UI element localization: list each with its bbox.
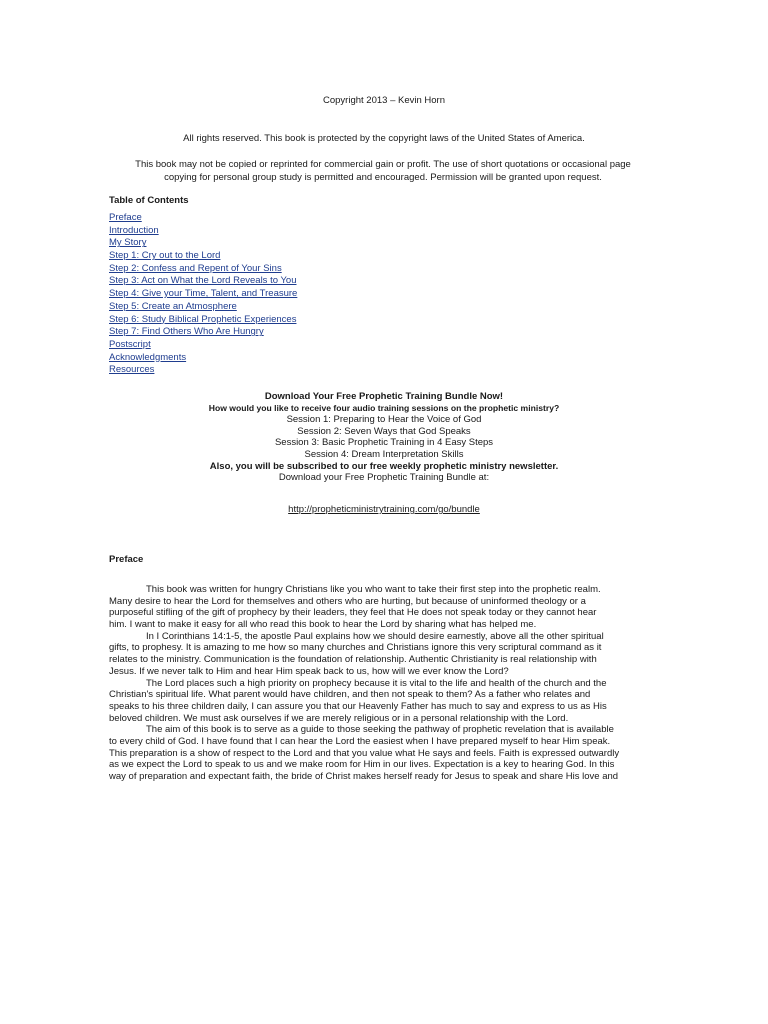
download-question: How would you like to receive four audio training sessions on the prophetic ministry? <box>208 402 560 413</box>
toc-item <box>109 250 297 263</box>
toc-item <box>109 212 297 225</box>
toc-item <box>109 237 297 250</box>
preface-line: to every child of God. I have found that I can hear the Lord the easiest when I have prepared myself to hear Him speak. <box>109 735 611 747</box>
toc-item <box>109 288 297 301</box>
download-bundle-section <box>0 391 768 484</box>
toc-link-step-3[interactable]: Step 3: Act on What the Lord Reveals to You <box>109 275 297 287</box>
download-cta: Download your Free Prophetic Training Bundle at: <box>278 472 490 484</box>
toc-item <box>109 352 297 365</box>
session-item: Session 1: Preparing to Hear the Voice of God <box>286 414 482 426</box>
preface-line: This preparation is a show of respect to the Lord and that you value what He says and feels. Faith is expressed outwardly <box>109 747 620 759</box>
session-item: Session 3: Basic Prophetic Training in 4 Easy Steps <box>274 437 494 449</box>
session-item: Session 4: Dream Interpretation Skills <box>304 448 464 460</box>
toc-link-step-4[interactable]: Step 4: Give your Time, Talent, and Treasure <box>109 288 298 300</box>
preface-line: This book was written for hungry Christians like you who want to take their first step into the prophetic realm. <box>146 584 601 595</box>
copying-permission-notice <box>110 158 656 184</box>
preface-line: as we expect the Lord to speak to us and we make room for Him in our lives. Expectation is a key to hearing God. In this <box>109 759 615 771</box>
toc-link-preface[interactable]: Preface <box>109 212 142 223</box>
preface-line: purposeful stifling of the gift of prophecy by their leaders, they feel that He does not speak today or they cannot hear <box>109 607 597 619</box>
preface-line: gifts, to prophesy. It is amazing to me how so many churches and Christians ignore this very scriptural command as it <box>109 642 602 654</box>
session-item: Session 2: Seven Ways that God Speaks <box>297 425 471 437</box>
bundle-link-wrapper <box>0 504 768 515</box>
toc-item <box>109 326 297 339</box>
copying-line: This book may not be copied or reprinted for commercial gain or profit. The use of short quotations or occasional page <box>135 159 631 170</box>
table-of-contents <box>109 212 297 377</box>
copyright-notice: Copyright 2013 – Kevin Horn <box>323 95 445 106</box>
preface-line: way of preparation and expectant faith, the bride of Christ makes herself ready for Jesus to speak and share His love and <box>109 771 619 782</box>
preface-line: beloved children. We must ask ourselves if we are merely religious or in a personal relationship with the Lord. <box>109 712 569 724</box>
toc-item <box>109 275 297 288</box>
preface-heading: Preface <box>109 554 144 565</box>
preface-line: The aim of this book is to serve as a guide to those seeking the pathway of prophetic revelation that is available <box>146 724 614 736</box>
preface-line: speaks to his three children daily, I can assure you that our Heavenly Father has much to say and express to us as His <box>109 700 607 712</box>
newsletter-notice: Also, you will be subscribed to our free weekly prophetic ministry newsletter. <box>209 460 559 472</box>
preface-body <box>109 584 654 783</box>
preface-line: him. I want to make it easy for all who read this book to hear the Lord by sharing what has helped me. <box>109 619 537 631</box>
toc-item <box>109 225 297 238</box>
download-headline: Download Your Free Prophetic Training Bundle Now! <box>264 391 504 402</box>
preface-line: Many desire to hear the Lord for themselves and others who are hurting, but because of uninformed theology or a <box>109 595 586 607</box>
bundle-download-link[interactable]: http://propheticministrytraining.com/go/bundle <box>288 504 480 515</box>
preface-line: Jesus. If we never talk to Him and hear Him speak back to us, how will we ever know the Lord? <box>109 665 509 677</box>
toc-link-step-2[interactable]: Step 2: Confess and Repent of Your Sins <box>109 262 282 274</box>
toc-heading: Table of Contents <box>109 195 189 206</box>
toc-link-step-6[interactable]: Step 6: Study Biblical Prophetic Experiences <box>109 313 297 325</box>
toc-link-resources[interactable]: Resources <box>109 364 155 376</box>
preface-line: The Lord places such a high priority on prophecy because it is vital to the life and health of the church and the <box>146 677 607 689</box>
toc-link-step-1[interactable]: Step 1: Cry out to the Lord <box>109 250 221 262</box>
toc-item <box>109 339 297 352</box>
preface-line: In I Corinthians 14:1-5, the apostle Paul explains how we should desire earnestly, above all the other spiritual <box>146 630 604 642</box>
preface-line: relates to the ministry. Communication is the foundation of relationship. Authentic Christianity is real relationship with <box>109 654 597 666</box>
toc-item <box>109 301 297 314</box>
toc-link-step-5[interactable]: Step 5: Create an Atmosphere <box>109 300 237 312</box>
toc-item <box>109 263 297 276</box>
toc-link-introduction[interactable]: Introduction <box>109 224 159 236</box>
rights-reserved-notice: All rights reserved. This book is protected by the copyright laws of the United States of America. <box>183 133 585 144</box>
toc-link-acknowledgments[interactable]: Acknowledgments <box>109 351 187 363</box>
copying-line: copying for personal group study is permitted and encouraged. Permission will be granted upon request. <box>164 172 602 183</box>
toc-link-my-story[interactable]: My Story <box>109 237 147 249</box>
toc-item <box>109 314 297 327</box>
toc-link-postscript[interactable]: Postscript <box>109 338 151 350</box>
preface-line: Christian's spiritual life. What parent would have children, and then not speak to them? As a father who relates and <box>109 689 591 701</box>
toc-link-step-7[interactable]: Step 7: Find Others Who Are Hungry <box>109 326 264 338</box>
toc-item <box>109 364 297 377</box>
